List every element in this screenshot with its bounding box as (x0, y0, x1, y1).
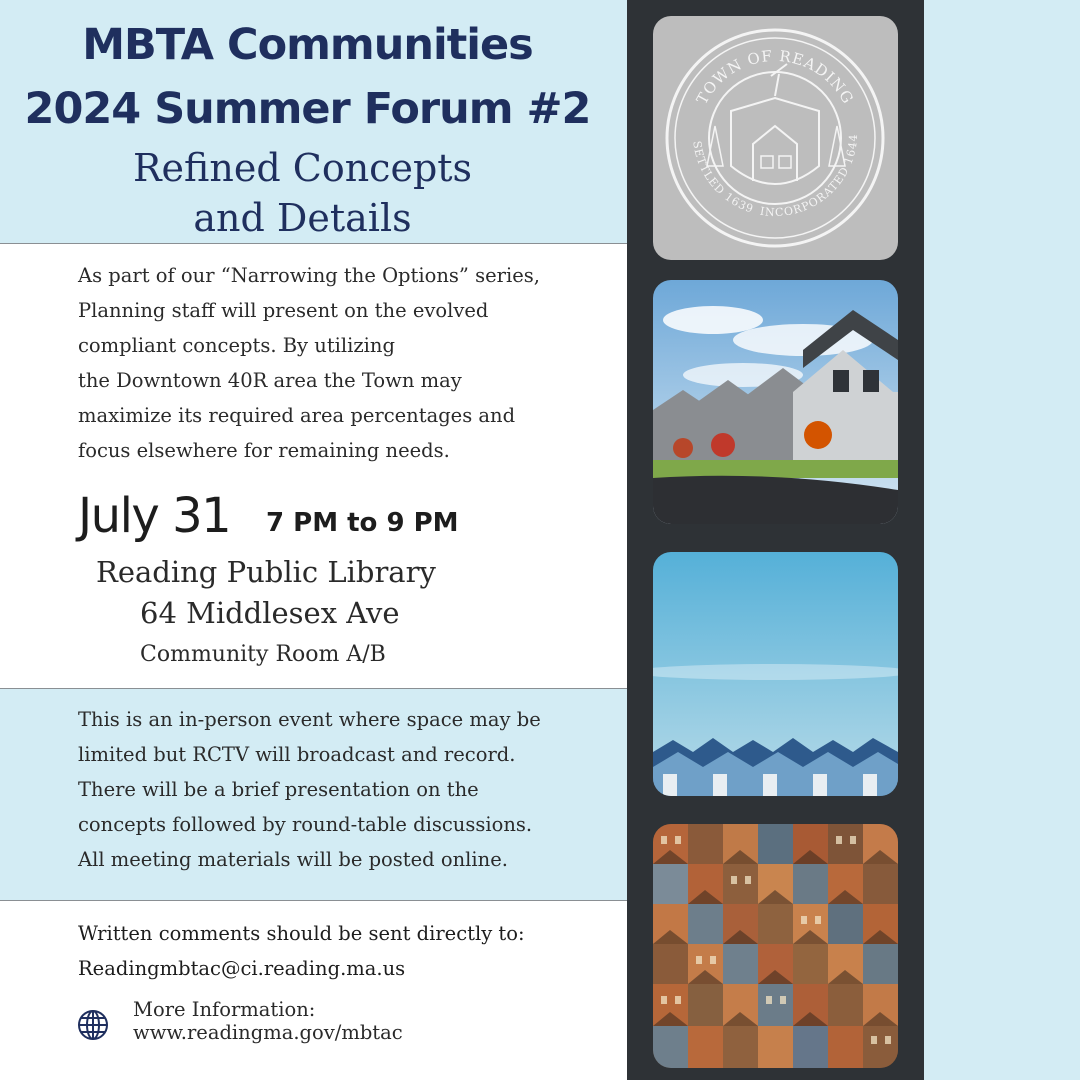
page-title-line2: 2024 Summer Forum #2 (24, 84, 591, 134)
intro-line: maximize its required area percentages and (78, 404, 516, 427)
event-address: 64 Middlesex Ave (140, 596, 400, 630)
comments-email-link[interactable]: Readingmbtac@ci.reading.ma.us (78, 957, 406, 980)
page-title: MBTA Communities (82, 20, 533, 70)
notice-line: There will be a brief presentation on the (78, 778, 479, 801)
comments-label: Written comments should be sent directly to: (78, 922, 525, 945)
more-info-label: More Information: (133, 998, 316, 1021)
seal-top-text: TOWN OF READING (692, 46, 858, 108)
page-subtitle: Refined Concepts (132, 146, 473, 190)
event-date: July 31 (78, 488, 231, 544)
notice-line: limited but RCTV will broadcast and record. (78, 743, 516, 766)
intro-line: Planning staff will present on the evolved (78, 299, 489, 322)
globe-icon (77, 1009, 109, 1041)
divider (0, 688, 627, 689)
divider (0, 900, 627, 901)
town-seal-image (653, 16, 898, 260)
intro-line: As part of our “Narrowing the Options” series, (78, 264, 540, 287)
event-time: 7 PM to 9 PM (266, 508, 459, 538)
houses-collage-image (653, 824, 898, 1068)
seal-left-text: SETTLED 1639 (690, 140, 756, 216)
notice-line: All meeting materials will be posted online. (78, 848, 508, 871)
notice-paragraph (78, 702, 613, 877)
notice-line: concepts followed by round-table discussions. (78, 813, 533, 836)
more-info (133, 998, 403, 1044)
rooftops-photo (653, 552, 898, 796)
page-subtitle-line2: and Details (193, 196, 412, 240)
seal-right-text: INCORPORATED 1644 (758, 133, 861, 220)
intro-line: compliant concepts. By utilizing (78, 334, 395, 357)
divider (0, 243, 627, 244)
intro-line: the Downtown 40R area the Town may (78, 369, 462, 392)
more-info-url-link[interactable]: www.readingma.gov/mbtac (133, 1021, 403, 1044)
event-room: Community Room A/B (140, 642, 386, 667)
intro-line: focus elsewhere for remaining needs. (78, 439, 450, 462)
townhouses-photo (653, 280, 898, 524)
comments-block (78, 916, 613, 986)
intro-paragraph (78, 258, 613, 468)
notice-line: This is an in-person event where space may be (78, 708, 541, 731)
event-venue: Reading Public Library (96, 555, 436, 589)
